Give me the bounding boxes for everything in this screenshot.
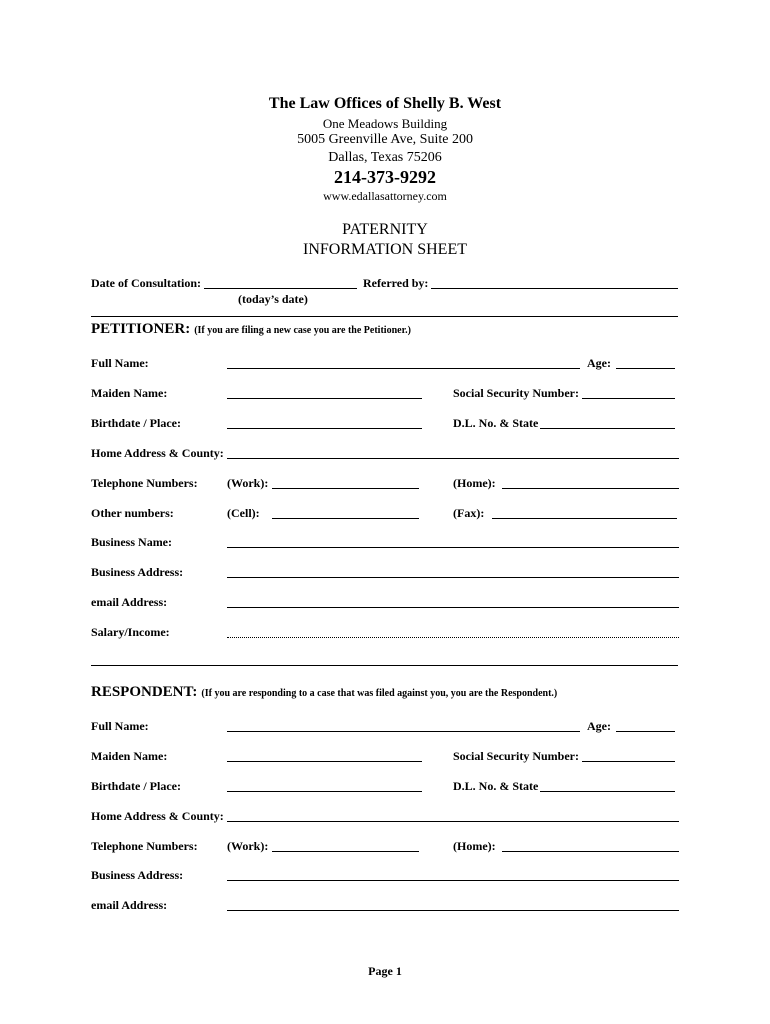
petitioner-fax-field[interactable] xyxy=(492,518,677,519)
respondent-dl-label: D.L. No. & State xyxy=(453,779,539,793)
petitioner-email-label: email Address: xyxy=(91,595,168,609)
respondent-home-phone-field[interactable] xyxy=(502,851,679,852)
firm-name: The Law Offices of Shelly B. West xyxy=(268,95,502,112)
respondent-heading: RESPONDENT: xyxy=(91,684,198,700)
petitioner-header xyxy=(91,320,411,338)
petitioner-other-numbers-label: Other numbers: xyxy=(91,506,174,520)
building-name: One Meadows Building xyxy=(322,116,448,131)
date-of-consultation-label: Date of Consultation: xyxy=(91,276,201,290)
respondent-note: (If you are responding to a case that was filed against you, you are the Respondent.) xyxy=(201,688,558,699)
petitioner-business-address-label: Business Address: xyxy=(91,565,184,579)
respondent-birthdate-label: Birthdate / Place: xyxy=(91,779,181,793)
respondent-home-phone-label: (Home): xyxy=(453,839,496,853)
petitioner-work-phone-field[interactable] xyxy=(272,488,419,489)
city-address: Dallas, Texas 75206 xyxy=(328,150,442,165)
phone-number: 214-373-9292 xyxy=(334,167,436,187)
petitioner-note: (If you are filing a new case you are the Petitioner.) xyxy=(194,325,411,336)
respondent-work-phone-field[interactable] xyxy=(272,851,419,852)
respondent-home-address-field[interactable] xyxy=(227,821,679,822)
petitioner-home-address-label: Home Address & County: xyxy=(91,446,224,460)
petitioner-cell-field[interactable] xyxy=(272,518,419,519)
petitioner-age-field[interactable] xyxy=(616,368,675,369)
respondent-age-label: Age: xyxy=(587,719,611,733)
petitioner-dl-field[interactable] xyxy=(540,428,675,429)
respondent-business-address-field[interactable] xyxy=(227,880,679,881)
title-line-2: INFORMATION SHEET xyxy=(303,241,467,258)
respondent-email-label: email Address: xyxy=(91,898,168,912)
respondent-header xyxy=(91,683,557,701)
date-of-consultation-field[interactable] xyxy=(204,288,357,289)
referred-by-field[interactable] xyxy=(431,288,678,289)
page-number: Page 1 xyxy=(368,964,402,978)
respondent-maiden-name-label: Maiden Name: xyxy=(91,749,168,763)
respondent-email-field[interactable] xyxy=(227,910,679,911)
respondent-age-field[interactable] xyxy=(616,731,675,732)
petitioner-birthdate-field[interactable] xyxy=(227,428,422,429)
respondent-work-label: (Work): xyxy=(227,839,269,853)
petitioner-ssn-field[interactable] xyxy=(582,398,675,399)
petitioner-age-label: Age: xyxy=(587,356,611,370)
respondent-business-address-label: Business Address: xyxy=(91,868,184,882)
referred-by-label: Referred by: xyxy=(363,276,429,290)
respondent-dl-field[interactable] xyxy=(540,791,675,792)
petitioner-work-label: (Work): xyxy=(227,476,269,490)
petitioner-home-address-field[interactable] xyxy=(227,458,679,459)
petitioner-business-name-field[interactable] xyxy=(227,547,679,548)
petitioner-birthdate-label: Birthdate / Place: xyxy=(91,416,181,430)
street-address: 5005 Greenville Ave, Suite 200 xyxy=(297,132,473,147)
respondent-full-name-label: Full Name: xyxy=(91,719,149,733)
petitioner-cell-label: (Cell): xyxy=(227,506,260,520)
petitioner-home-phone-field[interactable] xyxy=(502,488,679,489)
respondent-maiden-name-field[interactable] xyxy=(227,761,422,762)
petitioner-business-address-field[interactable] xyxy=(227,577,679,578)
petitioner-full-name-label: Full Name: xyxy=(91,356,149,370)
petitioner-maiden-name-label: Maiden Name: xyxy=(91,386,168,400)
respondent-birthdate-field[interactable] xyxy=(227,791,422,792)
respondent-ssn-field[interactable] xyxy=(582,761,675,762)
website: www.edallasattorney.com xyxy=(323,189,447,203)
section-divider xyxy=(91,316,678,317)
petitioner-full-name-field[interactable] xyxy=(227,368,580,369)
respondent-full-name-field[interactable] xyxy=(227,731,580,732)
petitioner-dl-label: D.L. No. & State xyxy=(453,416,539,430)
petitioner-salary-field[interactable] xyxy=(227,637,679,638)
respondent-home-address-label: Home Address & County: xyxy=(91,809,224,823)
todays-date-hint: (today’s date) xyxy=(238,292,308,306)
respondent-ssn-label: Social Security Number: xyxy=(453,749,579,763)
petitioner-maiden-name-field[interactable] xyxy=(227,398,422,399)
petitioner-fax-label: (Fax): xyxy=(453,506,485,520)
petitioner-home-phone-label: (Home): xyxy=(453,476,496,490)
respondent-telephone-label: Telephone Numbers: xyxy=(91,839,198,853)
petitioner-salary-label: Salary/Income: xyxy=(91,625,170,639)
petitioner-ssn-label: Social Security Number: xyxy=(453,386,579,400)
petitioner-business-name-label: Business Name: xyxy=(91,535,173,549)
petitioner-email-field[interactable] xyxy=(227,607,679,608)
section-divider xyxy=(91,665,678,666)
petitioner-heading: PETITIONER: xyxy=(91,321,191,337)
petitioner-telephone-label: Telephone Numbers: xyxy=(91,476,198,490)
title-line-1: PATERNITY xyxy=(342,221,428,238)
